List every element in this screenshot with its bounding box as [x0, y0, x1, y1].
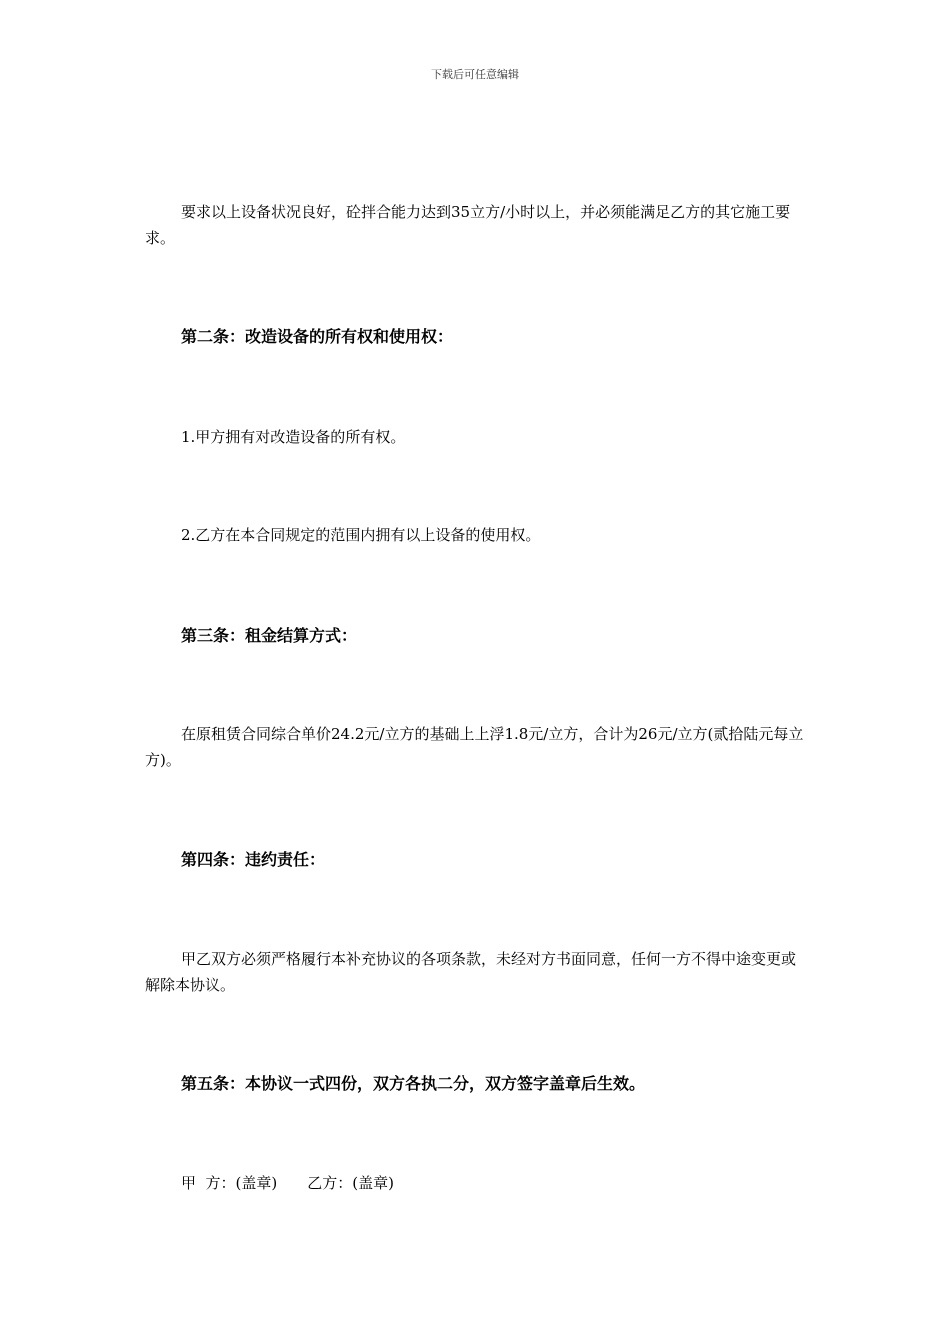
article-5-heading: 第五条：本协议一式四份，双方各执二分，双方签字盖章后生效。: [181, 1074, 646, 1093]
party-b-seal: 乙方：(盖章): [307, 1174, 394, 1192]
article-2-item-2: 2.乙方在本合同规定的范围内拥有以上设备的使用权。: [181, 526, 541, 544]
party-a-seal: 甲 方：(盖章): [181, 1174, 278, 1192]
article-2-item-1: 1.甲方拥有对改造设备的所有权。: [181, 428, 406, 446]
equipment-requirement-paragraph: 要求以上设备状况良好，砼拌合能力达到35立方/小时以上，并必须能满足乙方的其它施工要求。: [145, 203, 791, 247]
article-3-heading: 第三条：租金结算方式：: [181, 626, 358, 645]
page-header: 下载后可任意编辑: [431, 68, 519, 81]
article-4-heading: 第四条：违约责任：: [181, 850, 326, 869]
article-4-body: 甲乙双方必须严格履行本补充协议的各项条款，未经对方书面同意，任何一方不得中途变更或解除本协议。: [145, 950, 797, 994]
article-3-body: 在原租赁合同综合单价24.2元/立方的基础上上浮1.8元/立方，合计为26元/立方(贰拾陆元每立方)。: [145, 725, 804, 769]
article-2-heading: 第二条：改造设备的所有权和使用权：: [181, 327, 454, 346]
signature-line: [181, 1170, 394, 1196]
